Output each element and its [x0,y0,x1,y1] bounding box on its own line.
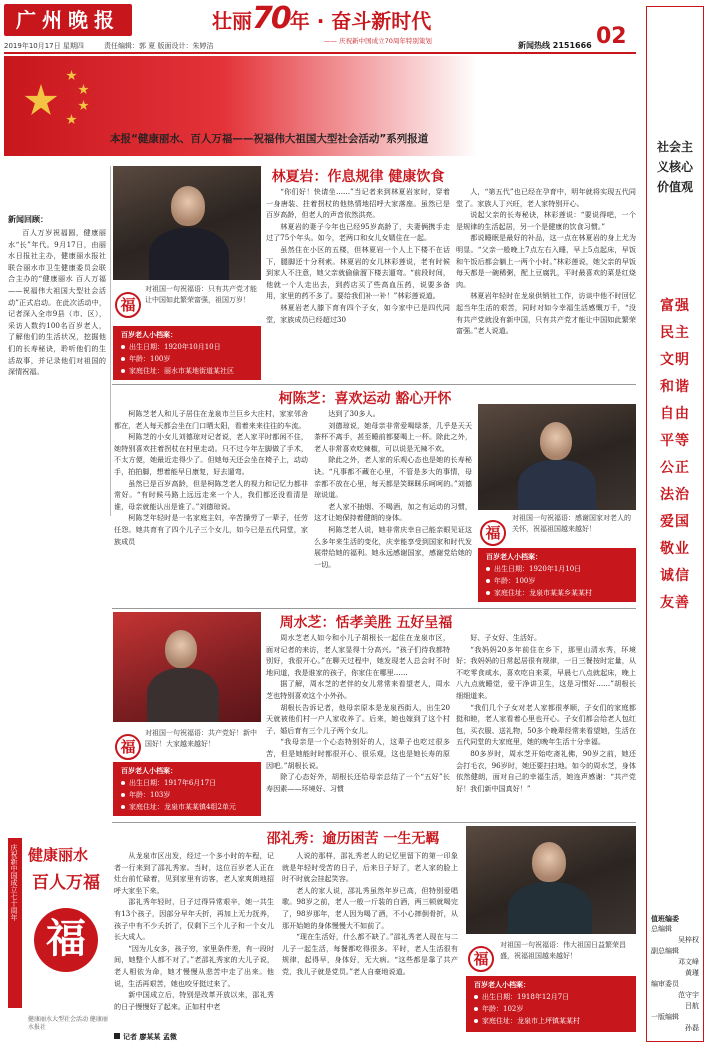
story3-col1: 周水芝老人如今和小儿子胡根长一起住在龙泉市区，面对记者的来访，老人家显得十分高兴。“孩子们待我都特别好，我很开心。”在聊天过程中，她发现老人总会时不时地问道，我是谁家的孩子，你家住在哪里…… 据了解，周水芝的老伴的女儿常常来看望老人，周水芝也特别喜欢这个小外孙。 胡根长告诉记者，他母亲原本是龙泉西街人，出生20天就被他们村一户人家收养了。后来，她也嫁到了这个村子，婚后育有三个儿子两个女儿。 “我母亲是一个心态特别好的人，这辈子也吃过很多苦，但是她能时时都很开心、很乐观，这也是她长寿的原因吧。”胡根长说。 除了心态好外，胡根长还给母亲总结了一个“五好”长寿因素——环境好、习惯 [266,633,450,793]
story1-col2: 人，“第五代”也已经在孕育中，明年就将实现五代同堂了。家族人丁兴旺，老人家特别开心。 说起父亲的长寿秘诀，林彩莲说：“要说得吧，一个是规律的生活起居，另一个是健康的饮食习惯。” 都说睡眠是最好的补品，这一点在林夏岩的身上尤为明显。“父亲一般晚上7点左右入睡，早上5点起床，早饭和午饭后都会躺上一两个小时。”林彩莲说，她父亲的早饭每天都是一碗稀粥，配上豆腐乳，平时最喜欢的菜是红烧肉。 林夏岩年轻时在龙泉供销社工作，访谈中他不时回忆起当年生活的艰苦，同时对如今幸福生活感慨万千，“没有共产党就没有新中国，只有共产党才能让中国如此繁荣富强。”老人说道。 [456,187,636,336]
story3-info-box [113,762,261,816]
story3-col2: 好、子女好、生活好。 “我妈妈20多年前住在乡下，那里山清水秀，环境好；我妈妈的日常起居很有规律，一日三餐按时定量，从不吃零食咸水，喜欢吃自来菜，早晨七八点就起床，晚上八九点就睡觉，爱干净讲卫生，这是习惯好……”胡根长细细道来。 “我们几个子女对老人家都很孝顺，子女们的家庭都挺和睦，老人家看着心里也开心。子女们都会给老人包红包，买衣服、送礼物，50多个晚辈经常来看望她，生活在五代同堂的大家庭里，她的晚年生活十分幸福。 80多岁时，周水芝开始吃斋礼佛，90岁之前，她还会打毛衣，96岁时，她还要扫扫地。如今的周水芝，身体依然健朗，面对自己的幸福生活，她连声感谢：“共产党好！我们新中国真好！” [456,633,636,793]
info-birth: 出生日期：1917年6月17日 [121,777,253,789]
story4-caption: 对祖国一句祝福语：伟大祖国日益繁荣昌盛，祝福祖国越来越好！ [500,941,626,960]
value-item: 平等 [660,433,690,449]
story1-col1: “你们好！快请坐……”当记者来到林夏岩家时，穿着一身唐装、拄着拐杖的他热情地招呼大家落座。虽然已是百岁高龄，但老人的声音依然洪亮。 林夏岩的妻子今年也已经95岁高龄了，夫妻俩携手走过了75个年头。如今，老两口和女儿女婿住在一起。 虽然住在小区的五楼，但林夏岩一个人上下楼不在话下，腿脚还十分利索。林夏岩的女儿林彩莲说，老有时候到家人不注意，她父亲就偷偷溜下楼去遛弯。“前段时间，他就一个人走出去，到药店买了些高血压药，说要多备用，家里的药不多了。要给我们补一补！”林彩莲说道。 林夏岩老人膝下育有四个子女，如今家中已是四代同堂，家族成员已经超过30 [266,187,450,324]
sidebar-title-text: 社会主义核心价值观 [657,140,694,194]
banner-70: 70 [252,1,290,36]
brand-line-1: 健康丽水 [28,846,89,864]
editor-line: 责任编辑：郭 夏 版面设计：朱婷洁 [104,42,214,50]
story1-title: 林夏岩：作息规律 健康饮食 [271,169,445,185]
story4-col2: 人说的那样，邵礼秀老人的记忆里留下的第一印象就是年轻时受苦的日子，后来日子好了，老人家的脸上时不时就会挂起笑容。 老人的家人说，邵礼秀虽然年岁已高，但特别爱唱歌。98岁之前，老人一般一斤装的白酒，两三顿就喝完了，98岁那年，老人因为喝了酒，不小心摔倒骨折，从那开始她的身体慢慢大不如前了。 “现在生活好，什么都不缺了。”邵礼秀老人现在与二儿子一起生活，每餐都吃得很多。平时，老人生活很有规律，起得早，身体好，无大病。“这些都是靠了共产党，我儿子就是党员。”老人自豪地说道。 [282,851,458,976]
story1-photo [113,166,261,280]
story2-col1: 柯陈芝老人和儿子居住在龙泉市兰巨乡大庄村，家家邻舍都在，老人每天都会坐在门口晒太阳，看着来来往往的车流。 柯陈芝的小女儿刘德琼对记者说，老人家平时都闲不住，她特别喜欢拄着拐杖在村里走动。只不过今年左脚做了手术，不太方便，她最近走得少了。但她每天还会坐在椅子上，动动手，拍拍脚，想着能早日康复，好去遛弯。 虽然已是百岁高龄，但是柯陈芝老人的视力和记忆力都非常好。“有时候马路上远远走来一个人，我们都还没看清是谁，母亲就能认出是谁了。”刘德琼说。 柯陈芝年轻时是一名家庭主妇，辛苦操劳了一辈子，任劳任怨。她共育有了四个儿子三个女儿，如今已是五代同堂，家族成员 [114,409,308,546]
story2-info-box [478,548,636,602]
section-rule [112,822,636,823]
info-birth: 出生日期：1918年12月7日 [474,991,628,1003]
info-heading: 百岁老人小档案： [121,330,177,339]
flag-star-icon [66,70,77,81]
flag-star-icon [24,84,58,118]
staff-list [651,913,699,1034]
byline-marker-icon [114,1033,120,1039]
info-address: 家庭住址：龙泉市上坪镇某某村 [474,1015,628,1027]
date-line: 2019年10月17日 星期四 [4,42,84,50]
info-heading: 百岁老人小档案： [121,766,177,775]
info-age: 年龄：100岁 [486,575,628,587]
info-age: 年龄：100岁 [121,353,253,365]
section-rule [112,384,636,385]
banner-left: 壮丽 [212,9,252,33]
staff-line: 一版编辑 [651,1013,679,1021]
reporter-byline: 记者 廖某某 孟微 [114,1032,177,1042]
story4-title: 邵礼秀：逾历困苦 一生无羁 [266,831,440,847]
story2-photo [478,404,636,510]
story4-col1: 从龙泉市区出发，经过一个多小时的车程，记者一行来到了邵礼秀家。当时，这位百岁老人正在灶台前忙碌着，见到家里有访客，老人家爽朗地招呼大家坐下来。 邵礼秀年轻时，日子过得异常艰辛，她一共生有13个孩子，因部分早年夭折，再加上无力抚养，孩子中有不少夭折了，仅剩下三个儿子和一个女儿长大成人。 “因为儿女多，孩子穷，家里条件差，有一段时间，她整个人都不对了。”老邵礼秀家的大儿子说，老人相依为命，她才慢慢从悲苦中走了出来。他说，生活再艰苦，她也咬牙挺过来了。 新中国成立后，特别是改革开放以来，邵礼秀的日子慢慢好了起来。正如村中老 [114,851,274,1011]
value-item: 民主 [660,325,690,341]
brand-side-text: 庆祝新中国成立七十周年 [10,844,18,921]
news-hotline: 新闻热线 2151666 [518,41,592,50]
staff-line: 邓文峰 [678,958,699,966]
staff-line: 孙磊 [685,1024,699,1032]
masthead-rule [4,52,636,54]
brand-line-2: 百人万福 [32,873,100,893]
story2-title: 柯陈芝：喜欢运动 豁心开怀 [278,391,452,407]
story3-caption: 对祖国一句祝福语：共产党好！新中国好！大家越来越好！ [145,729,257,748]
paper-logo: 广州晚报 [4,4,132,36]
value-item: 和谐 [660,379,690,395]
value-item: 敬业 [660,541,690,557]
staff-line: 总编辑 [651,925,672,933]
story1-info-box [113,326,261,380]
sidebar-title [647,137,703,197]
page-number: 02 [596,24,627,49]
brand-fu-icon: 福 [34,908,98,972]
staff-line: 吴梓权 [678,936,699,944]
story4-info-box [466,976,636,1032]
value-item: 爱国 [660,514,690,530]
flag-star-icon [66,114,77,125]
story3-photo [113,612,261,722]
info-heading: 百岁老人小档案： [486,552,542,561]
fu-seal-icon: 福 [115,734,141,760]
value-item: 文明 [660,352,690,368]
value-item: 公正 [660,460,690,476]
story1-caption: 对祖国一句祝福语：只有共产党才能让中国如此繁荣富强，祖国万岁！ [145,285,257,304]
info-address: 家庭住址：丽水市某地街道某社区 [121,365,253,377]
value-item: 诚信 [660,568,690,584]
staff-line: 黄瑾 [685,969,699,977]
news-review [8,214,106,514]
story3-title: 周水芝：恬孝美胜 五好呈福 [279,615,453,631]
banner-subtitle: —— 庆祝新中国成立70周年特别策划 [324,37,432,45]
story2-caption: 对祖国一句祝福语：感谢国家对老人的关怀，祝福祖国越来越好！ [512,514,631,533]
brand-bottom: 健康丽水大型社会活动 健康丽水报社 [28,1016,108,1031]
fu-seal-icon: 福 [480,520,506,546]
staff-line: 副总编辑 [651,947,679,955]
value-item: 法治 [660,487,690,503]
series-title: 本报“健康丽水、百人万福——祝福伟大祖国大型社会活动”系列报道 [110,133,429,145]
staff-line: 范守宇 [678,991,699,999]
story2-col2: 达到了30多人。 刘德琼说，她母亲非常爱喝绿茶，几乎是天天茶杯不离手，甚至睡前都要喝上一杯。除此之外，老人非常喜欢吃辣椒，可以说是无辣不欢。 除此之外，老人家的乐观心态也是她的长寿秘诀。“凡事都不藏在心里，不管是多大的事情，母亲都不放在心里，每天都是笑眯眯乐呵呵的。”刘德琼说道。 老人家不抽烟、不喝酒，加之有运动的习惯，这才让她保持着健朗的身体。 柯陈芝老人说，她非常庆幸自己能亲眼见证这么多年来生活的变化，庆幸能享受到国家和时代发展带给她的福利。她永远感谢国家，感谢党给她的一切。 [314,409,472,569]
flag-star-icon [78,100,89,111]
info-birth: 出生日期：1920年1月10日 [486,563,628,575]
staff-line: 编审委员 [651,980,679,988]
value-item: 富强 [660,298,690,314]
info-address: 家庭住址：龙泉市某某镇4组2单元 [121,801,253,813]
news-review-heading: 新闻回顾： [8,215,48,224]
values-sidebar [646,6,704,1042]
value-item: 自由 [660,406,690,422]
info-birth: 出生日期：1920年10月10日 [121,341,253,353]
staff-line: 值班编委 [651,914,679,923]
section-rule [112,608,636,609]
column-divider [110,166,111,516]
news-review-body: 百人万岁祝福圆，健康丽水“长”年代。9月17日，由丽水日报社主办，健康丽水报社联合丽水市卫生健康委员会联合主办的“健康丽水 百人万福——祝福伟大祖国大型社会活动”正式启动。在此次活动中，记者深入全市9县（市、区），采访人数约100名百岁老人，了解他们的生活状况，挖掘他们的长寿秘诀，聆听他们的生活故事，并记录他们对祖国的深情祝福。 [8,228,106,377]
masthead [0,0,708,52]
banner-right: 年 · 奋斗新时代 [289,9,432,33]
values-list [647,289,703,620]
flag-star-icon [78,84,89,95]
banner-title [212,1,432,36]
fu-seal-icon: 福 [115,292,141,318]
story4-photo [466,826,636,934]
info-age: 年龄：102岁 [474,1003,628,1015]
fu-seal-icon: 福 [468,946,494,972]
info-address: 家庭住址：龙泉市某某乡某某村 [486,587,628,599]
info-age: 年龄：103岁 [121,789,253,801]
info-heading: 百岁老人小档案： [474,980,530,989]
brand-panel [6,828,110,1040]
value-item: 友善 [660,595,690,611]
staff-line: 吕航 [685,1002,699,1010]
